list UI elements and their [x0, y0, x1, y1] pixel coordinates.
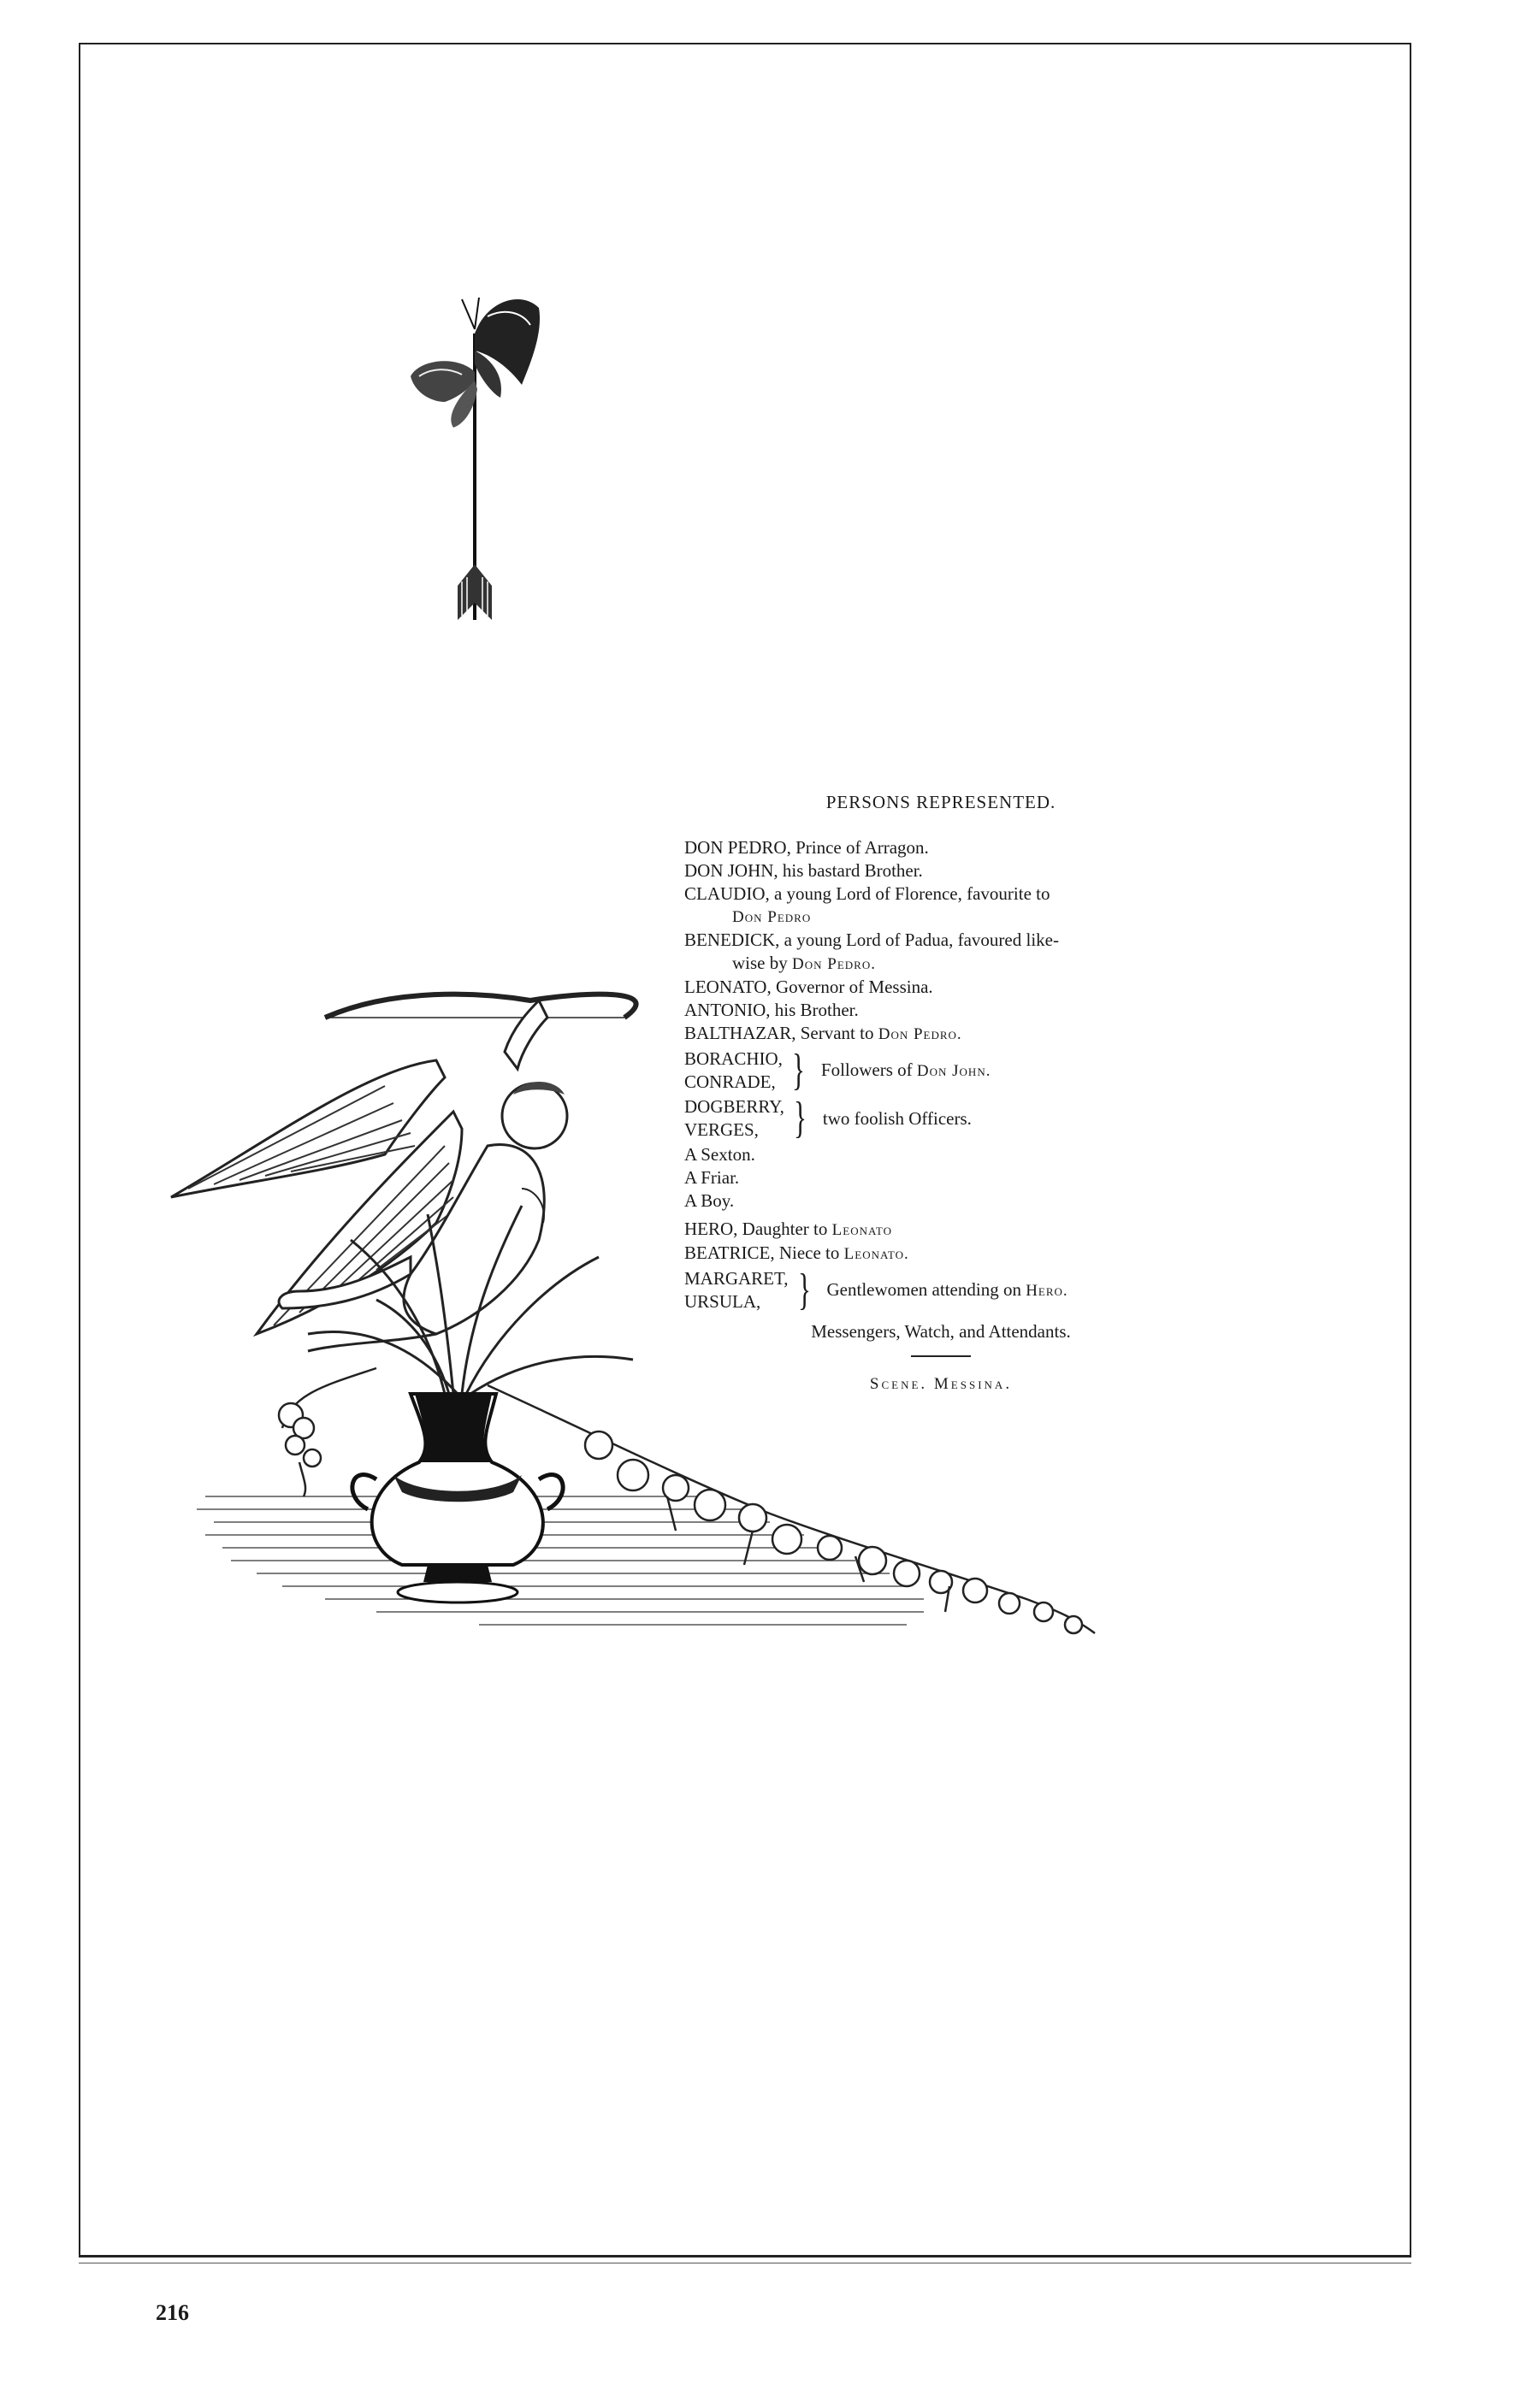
group-gentlewomen-names: [684, 1267, 789, 1313]
followers-desc-name: Don John.: [916, 1062, 991, 1080]
followers-desc: [821, 1059, 991, 1083]
scene-location: Scene. Messina.: [869, 1375, 1013, 1393]
cast-balthazar: [684, 1022, 1198, 1046]
cast-beatrice-text: BEATRICE, Niece to: [684, 1242, 844, 1263]
cast-dogberry: DOGBERRY,: [684, 1096, 784, 1117]
cast-others: Messengers, Watch, and Attendants.: [811, 1321, 1071, 1342]
followers-desc-text: Followers of: [820, 1059, 917, 1080]
brace: }: [793, 1094, 807, 1142]
brace: }: [791, 1046, 805, 1095]
cast-benedick-cont-text: wise by: [732, 953, 792, 973]
group-officers-names: [684, 1095, 784, 1142]
left-flower-spray: [279, 1368, 376, 1496]
cast-beatrice-name: Leonato.: [843, 1245, 909, 1263]
bow: [325, 994, 636, 1018]
group-followers: [684, 1048, 1198, 1094]
cast-borachio: BORACHIO,: [684, 1048, 783, 1069]
cast-antonio: ANTONIO, his Brother.: [684, 1000, 859, 1020]
cast-claudio-cont: Don Pedro: [732, 908, 812, 926]
cast-boy: A Boy.: [684, 1190, 735, 1211]
cast-balthazar-text: BALTHAZAR, Servant to: [684, 1023, 878, 1043]
cast-title: PERSONS REPRESENTED.: [825, 792, 1056, 812]
page-number: 216: [156, 2300, 189, 2325]
butterfly-small: [411, 361, 477, 428]
cast-don-pedro: DON PEDRO, Prince of Arragon.: [684, 837, 929, 858]
cast-balthazar-name: Don Pedro.: [878, 1025, 962, 1043]
divider-rule: [911, 1355, 971, 1357]
cast-benedick-cont-name: Don Pedro.: [792, 955, 876, 973]
gentlewomen-desc-name: Hero.: [1026, 1282, 1068, 1300]
cast-friar: A Friar.: [684, 1167, 740, 1188]
cast-claudio: CLAUDIO, a young Lord of Florence, favourite to: [684, 883, 1050, 904]
cast-margaret: MARGARET,: [684, 1268, 789, 1289]
cast-conrade: CONRADE,: [684, 1071, 776, 1092]
cast-hero-name: Leonato: [831, 1221, 893, 1239]
cast-beatrice: [684, 1242, 1198, 1266]
cast-hero-text: HERO, Daughter to: [684, 1219, 832, 1239]
gentlewomen-desc-text: Gentlewomen attending on: [826, 1279, 1026, 1300]
cast-verges: VERGES,: [684, 1119, 759, 1140]
cast-leonato: LEONATO, Governor of Messina.: [684, 977, 933, 997]
butterfly-arrow-illustration: [393, 282, 547, 624]
group-followers-names: [684, 1048, 783, 1094]
gentlewomen-desc: [827, 1278, 1068, 1302]
group-officers: [684, 1095, 1198, 1142]
cast-ursula: URSULA,: [684, 1291, 761, 1312]
cast-benedick-cont: [684, 952, 1198, 976]
officers-desc: two foolish Officers.: [822, 1107, 972, 1129]
cast-list: [684, 791, 1198, 1396]
cast-hero: [684, 1218, 1198, 1242]
cast-don-john: DON JOHN, his bastard Brother.: [684, 860, 923, 881]
cast-sexton: A Sexton.: [684, 1144, 755, 1165]
group-gentlewomen: [684, 1267, 1198, 1313]
brace: }: [797, 1266, 811, 1314]
cast-benedick: BENEDICK, a young Lord of Padua, favoured like-: [684, 930, 1059, 950]
ground-hatching: [197, 1496, 924, 1625]
vase: [352, 1394, 563, 1602]
